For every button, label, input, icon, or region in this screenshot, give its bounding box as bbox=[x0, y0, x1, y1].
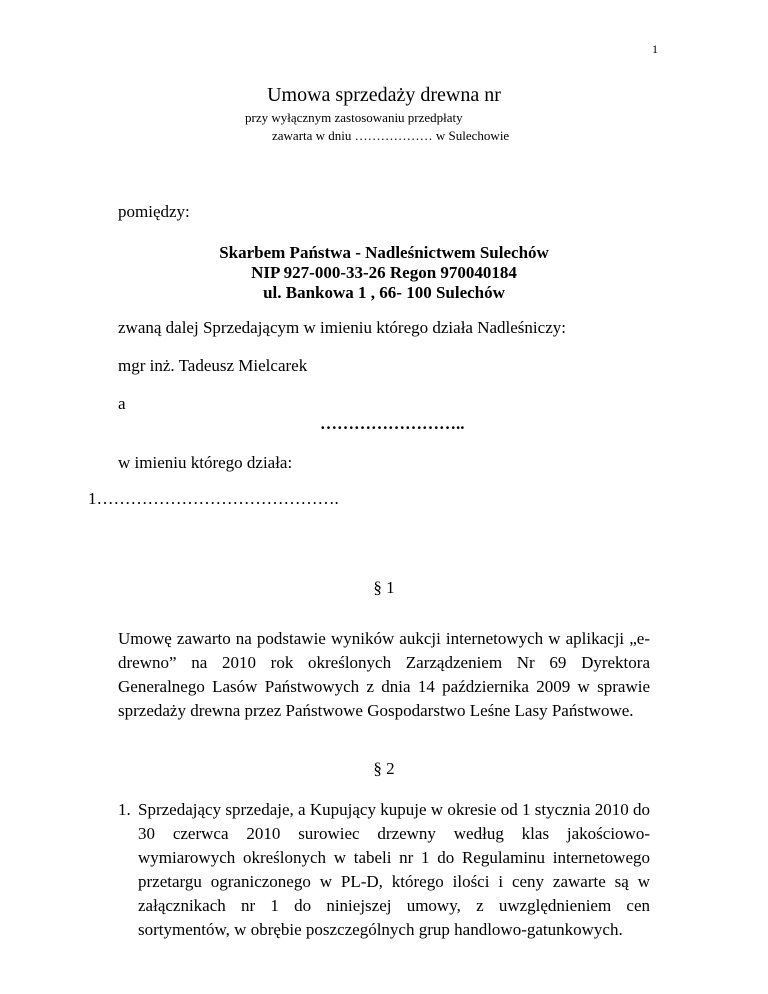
seller-address: ul. Bankowa 1 , 66- 100 Sulechów bbox=[263, 283, 505, 302]
document-title: Umowa sprzedaży drewna nr bbox=[267, 84, 501, 106]
section-2-item-1-text: Sprzedający sprzedaje, a Kupujący kupuje w okresie od 1 stycznia 2010 do 30 czerwca 2010 surowiec drzewny według klas jakościowo-wymiarowych określonych w tabeli nr 1 do Regulaminu internetowego przetargu ograniczonego w PL-D, którego ilości i ceny zawarte są w załącznikach nr 1 do niniejszej umowy, z uwzględnieniem cen sortymentów, w obrębie poszczególnych grup handlowo-gatunkowych. bbox=[138, 800, 650, 939]
document-subtitle-prepayment: przy wyłącznym zastosowaniu przedpłaty bbox=[245, 110, 463, 125]
document-subtitle-date-place: zawarta w dniu ……………… w Sulechowie bbox=[272, 128, 510, 143]
buyer-placeholder: …………………….. bbox=[320, 414, 465, 433]
section-2-item-1-number: 1. bbox=[118, 800, 131, 819]
section-2-heading: § 2 bbox=[373, 759, 395, 778]
between-label: pomiędzy: bbox=[118, 202, 190, 221]
buyer-representative-line: 1……………………………………. bbox=[88, 489, 339, 508]
section-1-text: Umowę zawarto na podstawie wyników aukcji internetowych w aplikacji „e-drewno” na 2010 rok określonych Zarządzeniem Nr 69 Dyrektora Generalnego Lasów Państwowych z dnia 14 października 2009 w sprawie sprzedaży drewna przez Państwowe Gospodarstwo Leśne Lasy Państwowe. bbox=[118, 629, 650, 720]
seller-name: Skarbem Państwa - Nadleśnictwem Sulechów bbox=[219, 243, 549, 262]
section-2-item-1 bbox=[118, 798, 650, 942]
buyer-on-behalf-label: w imieniu którego działa: bbox=[118, 453, 293, 472]
seller-representative: mgr inż. Tadeusz Mielcarek bbox=[118, 356, 308, 375]
page-number: 1 bbox=[652, 42, 658, 56]
seller-designation: zwaną dalej Sprzedającym w imieniu którego działa Nadleśniczy: bbox=[118, 318, 566, 337]
seller-tax-ids: NIP 927-000-33-26 Regon 970040184 bbox=[251, 263, 517, 282]
and-conjunction: a bbox=[118, 394, 126, 413]
section-1-heading: § 1 bbox=[373, 578, 395, 597]
